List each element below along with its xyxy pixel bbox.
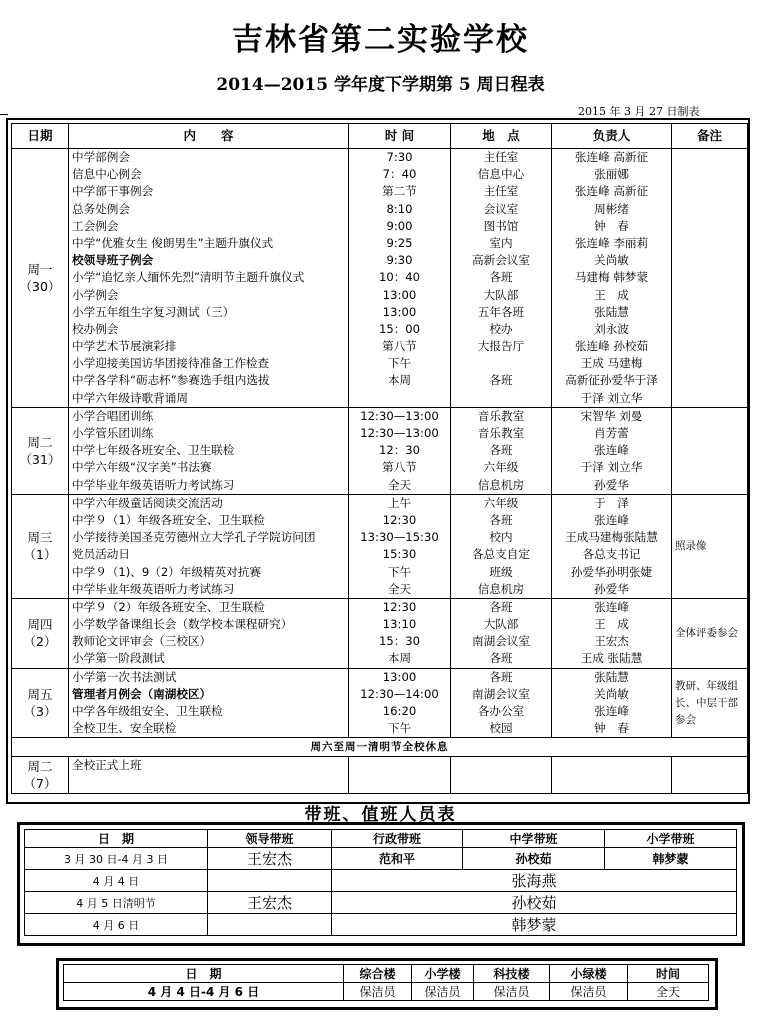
person-cell-line: 孙爱华: [594, 581, 629, 596]
content-cell: [69, 668, 349, 738]
content-cell-line: 中学六年级诗歌背诵周: [72, 390, 188, 405]
col-header-note: 备注: [672, 124, 748, 149]
person-cell-line: 张连峰 高新征: [574, 150, 649, 164]
content-cell-line: 全校正式上班: [72, 758, 142, 773]
duty-table-title: 带班、值班人员表: [304, 805, 457, 825]
duty-leader: 王宏杰: [208, 892, 332, 914]
place-cell-line: 各班: [489, 373, 513, 388]
place-cell-line: 南湖会议室: [472, 634, 530, 649]
person-cell-line: 张连峰 孙校茹: [574, 339, 649, 354]
day-name: 周二: [27, 434, 53, 450]
duty-row: [25, 914, 737, 936]
holiday-row: [12, 738, 748, 757]
col-header-date: 日期: [12, 124, 69, 149]
content-cell: [69, 757, 349, 794]
person-cell: [552, 407, 672, 494]
person-cell-line: 于 泽: [594, 495, 629, 510]
content-cell: [69, 407, 349, 494]
content-cell-line: 小学例会: [72, 287, 119, 302]
person-cell: [552, 668, 672, 738]
time-cell-line: 15：30: [378, 634, 421, 649]
content-cell-line: 中学毕业年级英语听力考试练习: [72, 581, 235, 596]
time-cell-line: 13:30—15:30: [360, 530, 439, 545]
time-cell-line: 12:30—13:00: [360, 426, 439, 440]
cleaning-col-building-3: 科技楼: [474, 965, 550, 983]
time-cell-line: 12:30—14:00: [360, 686, 439, 701]
col-header-place: 地 点: [451, 124, 552, 149]
day-name: 周三: [27, 530, 53, 546]
place-cell-line: 音乐教室: [477, 408, 525, 423]
note-cell: [672, 149, 748, 408]
day-cell: [12, 407, 69, 494]
person-cell-line: 马建梅 韩梦蒙: [574, 270, 649, 285]
person-cell-line: 张连峰: [594, 599, 629, 614]
person-cell-line: 张连峰 李丽莉: [574, 235, 649, 250]
duty-header-row: [25, 830, 737, 848]
time-cell-line: 12:30: [382, 512, 417, 527]
place-cell-line: [451, 355, 551, 372]
place-cell-line: 各班: [489, 512, 513, 527]
person-cell: [552, 149, 672, 408]
day-date: （30）: [19, 278, 61, 294]
person-cell-line: 各总支书记: [582, 547, 641, 562]
time-cell-line: 15：00: [378, 321, 421, 336]
time-cell-line: 15:30: [382, 547, 417, 562]
time-cell-line: 12：30: [378, 443, 421, 458]
content-cell-line: 中学９（1）年级各班安全、卫生联检: [72, 512, 265, 527]
time-cell-line: 8:10: [386, 201, 413, 216]
place-cell-line: 南湖会议室: [472, 686, 530, 701]
person-cell-line: 钟 春: [594, 218, 629, 233]
content-cell-line: 小学迎接美国访华团接待准备工作检查: [72, 356, 270, 371]
person-cell-line: 张陆慧: [594, 304, 629, 319]
duty-date: 4 月 4 日: [25, 870, 208, 892]
schedule-frame: [6, 118, 750, 804]
schedule-table: [11, 123, 748, 794]
place-cell: [451, 668, 552, 738]
note-cell: 教研、年级组长、中层干部参会: [672, 668, 748, 738]
content-cell-line: 小学第一阶段测试: [72, 651, 165, 666]
duty-col-middle: 中学带班: [463, 830, 605, 848]
person-cell: [552, 598, 672, 668]
place-cell-line: 大队部: [483, 617, 519, 632]
content-cell-line: 教师论文评审会（三校区）: [72, 634, 212, 649]
content-cell-line: 小学“追忆亲人缅怀先烈”清明节主题升旗仪式: [72, 270, 305, 285]
schedule-day-row: [12, 668, 748, 738]
place-cell-line: [451, 390, 551, 407]
person-cell-line: 张丽娜: [594, 167, 629, 182]
content-cell-line: 中学９（2）年级各班安全、卫生联检: [72, 599, 265, 614]
day-cell: [12, 598, 69, 668]
place-cell-line: 班级: [489, 564, 513, 579]
person-cell: [552, 757, 672, 794]
person-cell-line: 王成马建梅张陆慧: [565, 530, 658, 545]
place-cell-line: 主任室: [483, 184, 519, 199]
place-cell-line: 大队部: [483, 287, 519, 302]
content-cell-line: 校领导班子例会: [72, 253, 154, 268]
made-date: 2015 年 3 月 27 日制表: [578, 105, 700, 118]
content-cell: [69, 598, 349, 668]
schedule-day-row: [12, 494, 748, 598]
cleaning-col-time: 时间: [628, 965, 709, 983]
note-cell: [672, 407, 748, 494]
time-cell-line: 13:00: [382, 287, 417, 302]
duty-middle: 孙校茹: [463, 848, 605, 870]
holiday-note: 周六至周一清明节全校休息: [12, 738, 748, 757]
content-cell-line: 中学各年级组安全、卫生联检: [72, 704, 223, 718]
schedule-day-row: [12, 407, 748, 494]
person-cell-line: 于泽 刘立华: [580, 390, 643, 405]
duty-col-primary: 小学带班: [605, 830, 737, 848]
duty-leader: [208, 914, 332, 936]
day-date: （2）: [23, 634, 57, 650]
content-cell-line: 中学各学科“砺志杯”参赛选手组内选拔: [72, 373, 270, 388]
cleaning-frame: [56, 958, 718, 1010]
day-date: （1）: [23, 547, 57, 563]
duty-merged-staff: 韩梦蒙: [332, 914, 737, 936]
day-name: 周二: [27, 759, 53, 775]
time-cell-line: 9:00: [386, 218, 413, 233]
content-cell-line: 校办例会: [72, 321, 119, 336]
content-cell-line: 中学六年级童话阅读交流活动: [72, 495, 223, 510]
duty-row: [25, 870, 737, 892]
duty-col-date: 日 期: [25, 830, 208, 848]
person-cell-line: 张连峰: [594, 443, 629, 458]
content-cell-line: 工会例会: [72, 218, 119, 233]
cleaning-row: [64, 983, 709, 1001]
person-cell-line: 周彬绪: [594, 201, 629, 216]
content-cell-line: 小学五年组生字复习测试（三）: [72, 304, 235, 319]
schedule-day-row: [12, 149, 748, 408]
place-cell-line: 各班: [489, 669, 513, 684]
place-cell-line: 会议室: [483, 201, 519, 216]
time-cell: [349, 757, 451, 794]
person-cell-line: 王 成: [594, 287, 629, 302]
person-cell-line: 孙爱华孙明张婕: [570, 564, 653, 579]
place-cell-line: 各班: [489, 443, 513, 458]
schedule-day-row: [12, 598, 748, 668]
place-cell: [451, 407, 552, 494]
place-cell-line: 各班: [489, 599, 513, 614]
time-cell-line: 本周: [387, 651, 412, 666]
duty-table: [24, 829, 737, 936]
person-cell-line: 王成 马建梅: [580, 356, 643, 371]
time-cell-line: 第八节: [382, 339, 417, 354]
day-cell: [12, 757, 69, 794]
content-cell-line: 管理者月例会（南湖校区）: [72, 686, 212, 701]
place-cell-line: 室内: [489, 235, 513, 250]
time-cell-line: 9:25: [386, 235, 413, 250]
place-cell-line: 高新会议室: [472, 253, 530, 268]
content-cell-line: 信息中心例会: [72, 167, 142, 182]
place-cell-line: 音乐教室: [477, 426, 525, 440]
content-cell-line: 小学管乐团训练: [72, 426, 154, 440]
place-cell-line: 六年级: [483, 495, 519, 510]
person-cell-line: 钟 春: [594, 721, 629, 736]
content-cell-line: 全校卫生、安全联检: [72, 721, 177, 736]
place-cell-line: 各办公室: [477, 704, 525, 718]
duty-merged-staff: 孙校茹: [332, 892, 737, 914]
schedule-day-row: [12, 757, 748, 794]
time-cell: [349, 494, 451, 598]
place-cell-line: 信息机房: [477, 477, 525, 492]
page-subtitle: 2014—2015 学年度下学期第 5 周日程表: [216, 75, 545, 95]
place-cell-line: 校内: [489, 530, 513, 545]
content-cell-line: 中学七年级各班安全、卫生联检: [72, 443, 235, 458]
duty-date: 4 月 6 日: [25, 914, 208, 936]
person-cell-line: 张连峰: [594, 512, 629, 527]
person-cell-line: 张连峰: [594, 704, 629, 718]
duty-date: 4 月 5 日清明节: [25, 892, 208, 914]
content-cell-line: 中学毕业年级英语听力考试练习: [72, 477, 235, 492]
content-cell-line: 中学艺术节展演彩排: [72, 339, 177, 354]
time-cell: [349, 149, 451, 408]
cleaning-staff: 保洁员: [474, 983, 550, 1001]
col-header-time: 时 间: [349, 124, 451, 149]
place-cell-line: 大报告厅: [477, 339, 525, 354]
day-date: （31）: [19, 451, 61, 467]
duty-merged-staff: 张海燕: [332, 870, 737, 892]
content-cell-line: 小学数学备课组长会（数学校本课程研究）: [72, 617, 293, 632]
person-cell-line: 肖芳蕾: [594, 426, 629, 440]
cleaning-header-row: [64, 965, 709, 983]
time-cell: [349, 598, 451, 668]
content-cell: [69, 149, 349, 408]
person-cell-line: 孙爱华: [594, 477, 629, 492]
person-cell: [552, 494, 672, 598]
place-cell-line: 校园: [489, 721, 513, 736]
note-cell: [672, 757, 748, 794]
content-cell-line: 中学六年级“汉字美”书法赛: [72, 460, 212, 475]
day-cell: [12, 494, 69, 598]
person-cell-line: 王成 张陆慧: [580, 651, 643, 666]
page-title: 吉林省第二实验学校: [232, 22, 529, 58]
person-cell-line: 宋智华 刘曼: [580, 408, 643, 423]
content-cell: [69, 494, 349, 598]
person-cell-line: 王宏杰: [594, 634, 629, 649]
cleaning-col-building-4: 小绿楼: [550, 965, 628, 983]
person-cell-line: 张陆慧: [594, 669, 629, 684]
person-cell-line: 关尚敏: [594, 686, 629, 701]
place-cell-line: 信息机房: [477, 581, 525, 596]
time-cell-line: 9:30: [386, 253, 413, 268]
place-cell-line: 各总支自定: [472, 547, 530, 562]
note-cell: 全体评委参会: [672, 598, 748, 668]
place-cell-line: 各班: [489, 651, 513, 666]
cleaning-table: [63, 964, 709, 1001]
day-name: 周四: [27, 617, 53, 633]
cleaning-col-building-1: 综合楼: [344, 965, 412, 983]
schedule-body: [12, 149, 748, 794]
content-cell-line: 中学“优雅女生 俊朗男生”主题升旗仪式: [72, 235, 274, 250]
duty-col-admin: 行政带班: [332, 830, 463, 848]
time-cell-line: 全天: [387, 581, 412, 596]
cleaning-date: 4 月 4 日-4 月 6 日: [64, 983, 344, 1001]
time-cell-line: 13:10: [382, 617, 417, 632]
time-cell-line: 第二节: [382, 184, 417, 199]
time-cell-line: 13:00: [382, 304, 417, 319]
duty-primary: 韩梦蒙: [605, 848, 737, 870]
time-cell-line: 7:30: [386, 150, 413, 164]
place-cell: [451, 757, 552, 794]
duty-col-leader: 领导带班: [208, 830, 332, 848]
person-cell-line: 关尚敏: [594, 253, 629, 268]
person-cell-line: 张连峰 高新征: [574, 184, 649, 199]
cleaning-staff: 保洁员: [412, 983, 474, 1001]
cleaning-staff: 保洁员: [344, 983, 412, 1001]
col-header-person: 负责人: [552, 124, 672, 149]
person-cell-line: 于泽 刘立华: [580, 460, 643, 475]
cleaning-col-date: 日 期: [64, 965, 344, 983]
time-cell-line: [349, 390, 450, 407]
duty-frame: [17, 822, 745, 946]
content-cell-line: 小学合唱团训练: [72, 408, 154, 423]
content-cell-line: 中学部干事例会: [72, 184, 154, 199]
note-cell: 照录像: [672, 494, 748, 598]
duty-date: 3 月 30 日-4 月 3 日: [25, 848, 208, 870]
time-cell-line: 本周: [387, 373, 412, 388]
col-header-content: 内 容: [69, 124, 349, 149]
day-name: 周五: [27, 687, 53, 702]
content-cell-line: 党员活动日: [72, 547, 130, 562]
content-cell-line: 中学部例会: [72, 150, 130, 164]
cleaning-staff: 保洁员: [550, 983, 628, 1001]
place-cell-line: 六年级: [483, 460, 519, 475]
time-cell-line: 上午: [387, 495, 412, 510]
person-cell-line: 王 成: [594, 617, 629, 632]
cleaning-col-building-2: 小学楼: [412, 965, 474, 983]
cleaning-time: 全天: [628, 983, 709, 1001]
day-cell: [12, 149, 69, 408]
divider: [0, 114, 8, 115]
place-cell-line: 信息中心: [477, 167, 525, 182]
day-date: （7）: [23, 776, 57, 792]
schedule-header-row: [12, 124, 748, 149]
time-cell: [349, 668, 451, 738]
person-cell-line: 高新征孙爱华于泽: [565, 373, 658, 388]
time-cell-line: 下午: [387, 721, 412, 736]
content-cell-line: 总务处例会: [72, 201, 130, 216]
place-cell-line: 五年各班: [477, 304, 525, 319]
time-cell-line: 下午: [387, 564, 412, 579]
duty-row: [25, 848, 737, 870]
content-cell-line: 中学９（1)、9（2）年级精英对抗赛: [72, 564, 261, 579]
duty-leader: 王宏杰: [208, 848, 332, 870]
time-cell-line: 16:20: [382, 704, 417, 718]
place-cell-line: 图书馆: [483, 218, 519, 233]
place-cell-line: 各班: [489, 270, 513, 285]
content-cell-line: 小学接待美国圣克劳德州立大学孔子学院访问团: [72, 530, 316, 545]
duty-admin: 范和平: [332, 848, 463, 870]
place-cell: [451, 598, 552, 668]
duty-leader: [208, 870, 332, 892]
day-date: （3）: [23, 704, 57, 719]
time-cell-line: 13:00: [382, 669, 417, 684]
time-cell-line: 第八节: [382, 460, 417, 475]
time-cell-line: 全天: [387, 477, 412, 492]
time-cell-line: 下午: [387, 356, 412, 371]
time-cell: [349, 407, 451, 494]
place-cell-line: 校办: [489, 321, 513, 336]
time-cell-line: 12:30—13:00: [360, 408, 439, 423]
content-cell-line: 小学第一次书法测试: [72, 669, 177, 684]
time-cell-line: 10：40: [378, 270, 421, 285]
time-cell-line: 12:30: [382, 599, 417, 614]
day-cell: [12, 668, 69, 738]
place-cell: [451, 149, 552, 408]
person-cell-line: 刘永波: [594, 321, 629, 336]
place-cell-line: 主任室: [483, 150, 519, 164]
time-cell-line: 7：40: [382, 167, 417, 182]
day-name: 周一: [27, 261, 53, 277]
duty-row: [25, 892, 737, 914]
place-cell: [451, 494, 552, 598]
